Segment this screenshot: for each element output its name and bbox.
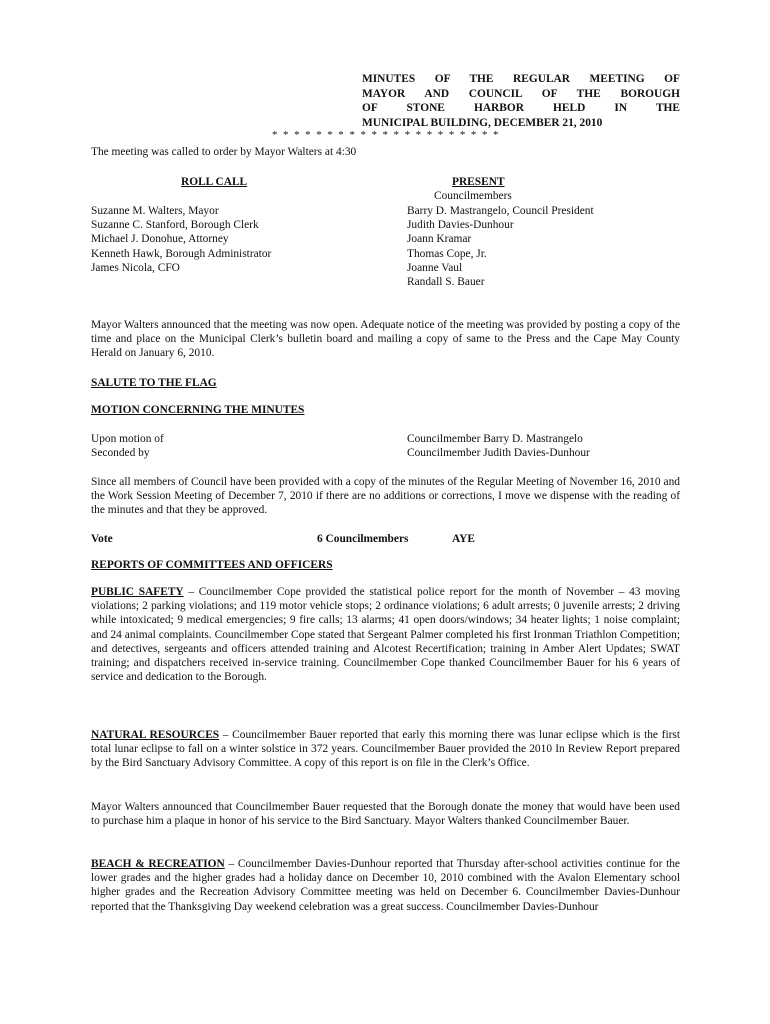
salute-heading: SALUTE TO THE FLAG — [91, 377, 217, 389]
councilmembers-label: Councilmembers — [434, 190, 512, 202]
beach-recreation-heading: BEACH & RECREATION — [91, 858, 225, 870]
title-line: MINUTES OF THE REGULAR MEETING OF — [362, 73, 680, 85]
title-line: MAYOR AND COUNCIL OF THE BOROUGH — [362, 87, 680, 100]
list-item: Kenneth Hawk, Borough Administrator — [91, 247, 272, 260]
officials-list — [91, 204, 271, 275]
open-notice-paragraph: Mayor Walters announced that the meeting was now open. Adequate notice of the meeting was provided by posting a copy of the time and place on the Municipal Clerk’s bulletin board and mailing a copy of same to the Press and the Cape May County Herald on January 6, 2010. — [91, 319, 680, 360]
star-divider: * * * * * * * * * * * * * * * * * * * * * — [272, 129, 500, 141]
public-safety-paragraph — [91, 585, 680, 684]
list-item: Joanne Vaul — [407, 261, 463, 274]
beach-recreation-paragraph — [91, 857, 680, 914]
seconded-value: Councilmember Judith Davies-Dunhour — [407, 447, 590, 459]
title-line: OF STONE HARBOR HELD IN THE — [362, 102, 680, 114]
natural-resources-text: – Councilmember Bauer reported that early this morning there was lunar eclipse which is the first total lunar eclipse to fall on a winter solstice in 372 years. Councilmember Bauer provided the 2010 In Review Report prepared by the Bird Sanctuary Advisory Committee. A copy of this report is on file in the Clerk’s Office. — [91, 729, 680, 770]
donation-paragraph: Mayor Walters announced that Councilmember Bauer requested that the Borough donate the money that would have been used to purchase him a plaque in honor of his service to the Bird Sanctuary. Mayor Walters thanked Councilmember Bauer. — [91, 801, 680, 828]
public-safety-heading: PUBLIC SAFETY — [91, 586, 184, 598]
list-item: Michael J. Donohue, Attorney — [91, 233, 229, 246]
minutes-paragraph: Since all members of Council have been provided with a copy of the minutes of the Regular Meeting of November 16, 2010 and the Work Session Meeting of December 7, 2010 if there are no additions or corrections, I move we dispense with the reading of the minutes and that they be approved. — [91, 476, 680, 517]
councilmembers-list — [407, 204, 594, 289]
seconded-label: Seconded by — [91, 447, 150, 459]
public-safety-text: – Councilmember Cope provided the statistical police report for the month of November – 43 moving violations; 2 parking violations; and 119 motor vehicle stops; 2 ordinance violations; 6 adult arrests; 0 juvenile arrests; 2 driving while intoxicated; 9 medical emergencies; 9 fire calls; 13 alarms; 41 open doors/windows; 34 heater lights; 1 noise complaint; and 24 animal complaints. Councilmember Cope stated that Sergeant Palmer completed his first Ironman Triathlon Competition; and detectives, sergeants and officers attended training and Alcotest Recertification; training in Amber Alert Updates; SWAT training; and dispatchers received in-service training. Councilmember Cope thanked Councilmember Bauer for his 6 years of service and dedication to the Borough. — [91, 586, 680, 684]
vote-count: 6 Councilmembers — [317, 533, 409, 545]
list-item: Judith Davies-Dunhour — [407, 219, 514, 232]
present-heading: PRESENT — [452, 176, 505, 188]
title-line: MUNICIPAL BUILDING, DECEMBER 21, 2010 — [362, 116, 603, 129]
list-item: Suzanne C. Stanford, Borough Clerk — [91, 219, 259, 232]
called-to-order: The meeting was called to order by Mayor Walters at 4:30 — [91, 146, 357, 158]
vote-result: AYE — [452, 533, 476, 545]
upon-motion-value: Councilmember Barry D. Mastrangelo — [407, 433, 583, 445]
document-title — [362, 72, 680, 130]
vote-label: Vote — [91, 533, 113, 545]
list-item: Randall S. Bauer — [407, 276, 485, 289]
list-item: Suzanne M. Walters, Mayor — [91, 205, 219, 217]
upon-motion-label: Upon motion of — [91, 433, 164, 445]
motion-heading: MOTION CONCERNING THE MINUTES — [91, 404, 305, 416]
natural-resources-paragraph — [91, 728, 680, 771]
list-item: Thomas Cope, Jr. — [407, 247, 487, 260]
list-item: James Nicola, CFO — [91, 261, 180, 274]
list-item: Joann Kramar — [407, 233, 472, 246]
beach-recreation-text: – Councilmember Davies-Dunhour reported that Thursday after-school activities continue for the lower grades and the higher grades had a holiday dance on December 10, 2010 combined with the Avalon Elementary school higher grades and the Recreation Advisory Committee meeting was held on December 6. Councilmember Davies-Dunhour reported that the Thanksgiving Day weekend celebration was a great success. Councilmember Davies-Dunhour — [91, 858, 680, 913]
list-item: Barry D. Mastrangelo, Council President — [407, 205, 594, 217]
reports-heading: REPORTS OF COMMITTEES AND OFFICERS — [91, 559, 333, 571]
natural-resources-heading: NATURAL RESOURCES — [91, 729, 220, 741]
roll-call-heading: ROLL CALL — [181, 176, 248, 188]
